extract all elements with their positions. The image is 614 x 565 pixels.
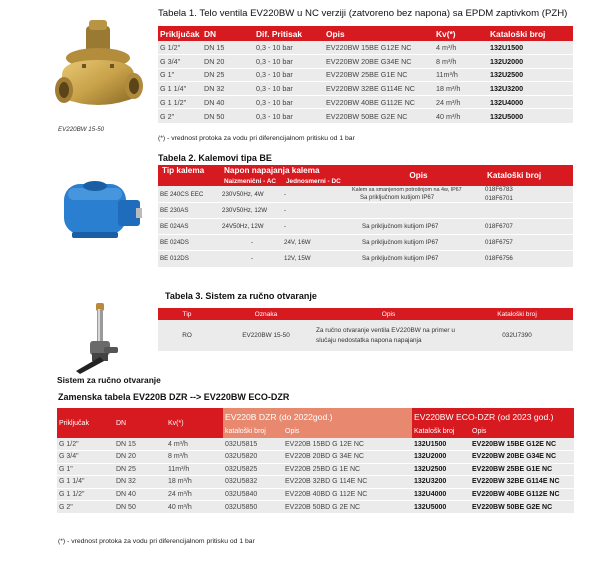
table-cell: 132U1500 [414,440,447,448]
table-cell: EV220BW 32BE G114E NC [326,84,415,94]
table-cell: 032U5825 [225,465,258,473]
table-cell: 132U3200 [490,84,524,94]
table-cell: 132U4000 [490,97,524,107]
table-cell: G 3/4" [160,56,181,66]
table-cell: DN 40 [204,97,225,107]
table-cell: 018F6756 [485,255,513,263]
table-cell: 018F6707 [485,223,513,230]
table4-header-kv: Kv(*) [166,408,223,438]
table-cell: DN 50 [116,503,136,511]
table4-note: (*) - vrednost protoka za vodu pri diferencijalnom pritisku od 1 bar [58,538,255,545]
table-cell: - [284,190,287,198]
table-cell: 0,3 - 10 bar [256,84,293,94]
table2 [158,165,573,267]
table-cell: BE 240CS EEC [160,190,204,198]
table1-header: Kv(*) [436,28,456,39]
table4-header-opis-new: Opis [470,425,574,438]
table-row [158,186,573,203]
table-cell: DN 32 [116,478,136,486]
table-row [158,41,573,55]
table1-header: Opis [326,28,345,39]
table4-header-prikljucak: Priključak [57,408,114,438]
table-cell: G 1 1/4" [160,84,187,94]
table3-header-row [158,308,573,320]
table-cell: 132U5000 [490,111,524,121]
table-cell: 032U5832 [225,478,258,486]
table-cell: 230V50Hz, 4W [222,190,264,198]
table-cell: EV220B 15BD G 12E NC [285,440,364,448]
table1-header: Priključak [160,28,200,39]
table-cell: EV220BW 40BE G112E NC [326,97,415,107]
table1-header-row [158,26,573,41]
table-row [57,451,574,464]
table-cell: EV220BW 15BE G12E NC [472,440,557,448]
table-cell: 0,3 - 10 bar [256,56,293,66]
table-row [158,251,573,267]
table4-header-kat-new: Katalošk broj [412,425,470,438]
table-cell: 018F6757 [485,239,513,246]
table4-title: Zamenska tabela EV220B DZR --> EV220BW ECO-DZR [58,392,290,402]
table-cell: DN 15 [204,43,225,53]
table-cell: G 3/4" [59,453,79,461]
table-row [57,501,574,514]
table-row [57,476,574,489]
table-cell: EV220BW 20BE G34E NC [472,453,557,461]
table-cell: 11m³/h [436,70,458,80]
table-cell: EV220B 32BD G 114E NC [285,478,368,486]
table-cell: 18 m³/h [168,478,192,486]
table-cell: 0,3 - 10 bar [256,43,293,53]
table2-header-kat: Kataloški broj [487,171,542,180]
table-cell: G 1 1/4" [59,478,85,486]
table-cell: 132U5000 [414,503,447,511]
table-cell: 0,3 - 10 bar [256,111,293,121]
table-cell: RO [182,331,192,339]
table-cell: EV220BW 40BE G112E NC [472,490,560,498]
table-row [158,55,573,69]
table1-header: DN [204,28,217,39]
table-cell: EV220BW 25BE G1E NC [326,70,408,80]
table-cell: 032U5820 [225,453,258,461]
table-cell: 132U3200 [414,478,447,486]
table-cell: EV220BW 32BE G114E NC [472,478,560,486]
table-cell: 24V, 16W [284,239,311,246]
table-cell [316,320,461,351]
table-cell: 0,3 - 10 bar [256,70,293,80]
table-cell: 11m³/h [168,465,190,473]
table-cell: DN 20 [204,56,225,66]
table-cell: BE 024AS [160,223,189,230]
table-row [158,82,573,96]
table4-header-kat: kataloški broj [223,425,283,438]
table-cell: 4 m³/h [436,43,457,53]
table3-title: Tabela 3. Sistem za ručno otvaranje [165,291,317,301]
table-cell: G 2" [160,111,175,121]
table4-header-dn: DN [114,408,166,438]
table-cell: 8 m³/h [168,453,188,461]
table-cell: EV220B 40BD G 112E NC [285,490,368,498]
cell-line: Kalem sa smanjenom potrošnjom na 4w, IP67 [352,187,462,193]
table-cell: G 1" [59,465,73,473]
table-cell: DN 25 [204,70,225,80]
table-cell: DN 20 [116,453,136,461]
table-cell [350,203,483,219]
table2-header-tip: Tip kalema [162,166,205,175]
table4-group-new: EV220BW ECO-DZR (od 2023 god.) [412,408,574,425]
table-row [57,488,574,501]
table-cell: 132U2500 [490,70,524,80]
coil-image [52,170,147,250]
table-cell: 40 m³/h [168,503,192,511]
table-cell: DN 40 [116,490,136,498]
table2-subheader-dc: Jednosmerni - DC [286,177,341,185]
table-cell: 032U5850 [225,503,258,511]
table3-header: Opis [381,310,396,318]
table-cell: EV220B 25BD G 1E NC [285,465,361,473]
table-cell [350,186,483,203]
table1-header: Dif. Pritisak [256,28,303,39]
table-cell: EV220B 50BD G 2E NC [285,503,361,511]
table2-subheader-ac: Naizmenični - AC [224,177,276,185]
table1 [158,26,573,123]
table-cell: Sa priključnom kutijom IP67 [362,255,439,263]
cell-line: 018F6701 [485,195,513,202]
table-cell: 132U1500 [490,43,524,53]
table-cell: EV220BW 15BE G12E NC [326,43,412,53]
table4-group-old: EV220B DZR (do 2022god.) [223,408,412,425]
solenoid-valve-image [52,20,147,120]
table2-subheader-empty [158,176,220,186]
table3-header: Oznaka [254,310,278,318]
table-cell: G 2" [59,503,73,511]
cell-line: Sa priključnom kutijom IP67 [360,195,435,201]
cell-line: Za ručno otvaranje ventila EV220BW na primer u [316,326,455,334]
table-cell: 24V50Hz, 12W [222,223,264,230]
table-cell [483,186,573,203]
table2-header-row [158,165,573,176]
table-row [158,219,573,235]
table-cell: 032U5840 [225,490,258,498]
table-cell: 032U7390 [502,331,532,339]
table-cell: EV220BW 50BE G2E NC [326,111,408,121]
table1-note: (*) - vrednost protoka za vodu pri diferencijalnom pritisku od 1 bar [158,135,355,142]
table-cell: G 1 1/2" [59,490,85,498]
table-row [158,320,573,351]
table4-group-header-row [57,408,574,425]
table-cell: EV220BW 25BE G1E NC [472,465,553,473]
table3-header: Tip [182,310,192,318]
table-cell: G 1/2" [59,440,79,448]
table-row [158,109,573,123]
table-row [158,235,573,251]
table-row [158,203,573,219]
table2-header-opis: Opis [409,171,428,180]
table4-header-opis: Opis [283,425,412,438]
table3 [158,308,573,351]
table2-title: Tabela 2. Kalemovi tipa BE [158,153,272,163]
table-row [158,95,573,109]
table-row [158,68,573,82]
table-cell: EV220B 20BD G 34E NC [285,453,364,461]
cell-line: slučaju nedostatka napona napajanja [316,336,422,344]
table-cell: 132U2500 [414,465,447,473]
table-cell: Sa priključnom kutijom IP67 [362,239,439,246]
table-cell: 24 m³/h [168,490,192,498]
table-cell: 24 m³/h [436,97,461,107]
table-cell: DN 25 [116,465,136,473]
table-cell: 132U4000 [414,490,447,498]
manual-lever-image [70,303,130,375]
lever-caption: Sistem za ručno otvaranje [57,375,161,385]
table3-header: Kataloški broj [497,310,537,318]
cell-line: 018F6783 [485,186,513,193]
table-cell: EV220BW 20BE G34E NC [326,56,412,66]
table-cell: 18 m³/h [436,84,461,94]
table4 [57,408,574,513]
table-cell: 40 m³/h [436,111,461,121]
table-cell: 230V50Hz, 12W [222,207,268,214]
table-cell: G 1 1/2" [160,97,187,107]
table-cell: DN 32 [204,84,225,94]
table1-header: Kataloški broj [490,28,546,39]
table-cell: - [250,255,254,263]
valve-caption: EV220BW 15-50 [58,126,105,133]
table-cell: - [250,239,254,246]
table-cell: BE 230AS [160,207,189,214]
table-cell: - [284,223,287,230]
table-cell: 12V, 15W [284,255,311,263]
table-cell: DN 50 [204,111,225,121]
table-cell: EV220BW 15-50 [242,331,290,339]
table2-header-napon: Napon napajanja kalema [224,166,320,175]
table-cell: 8 m³/h [436,56,457,66]
table-row [57,438,574,451]
table-cell: DN 15 [116,440,136,448]
table-cell: G 1" [160,70,175,80]
table1-title: Tabela 1. Telo ventila EV220BW u NC verziji (zatvoreno bez napona) sa EPDM zaptivkom (PZH) [158,8,568,19]
table-cell: 0,3 - 10 bar [256,97,293,107]
table-cell [483,203,573,219]
table-cell: EV220BW 50BE G2E NC [472,503,553,511]
table-cell: - [284,207,287,214]
table-row [57,463,574,476]
table-cell: 132U2000 [490,56,524,66]
table-cell: Sa priključnom kutijom IP67 [362,223,439,230]
table-cell: 4 m³/h [168,440,188,448]
table-cell: BE 024DS [160,239,189,246]
table-cell: G 1/2" [160,43,181,53]
table-cell: 132U2000 [414,453,447,461]
table-cell: 032U5815 [225,440,258,448]
table-cell: BE 012DS [160,255,189,263]
